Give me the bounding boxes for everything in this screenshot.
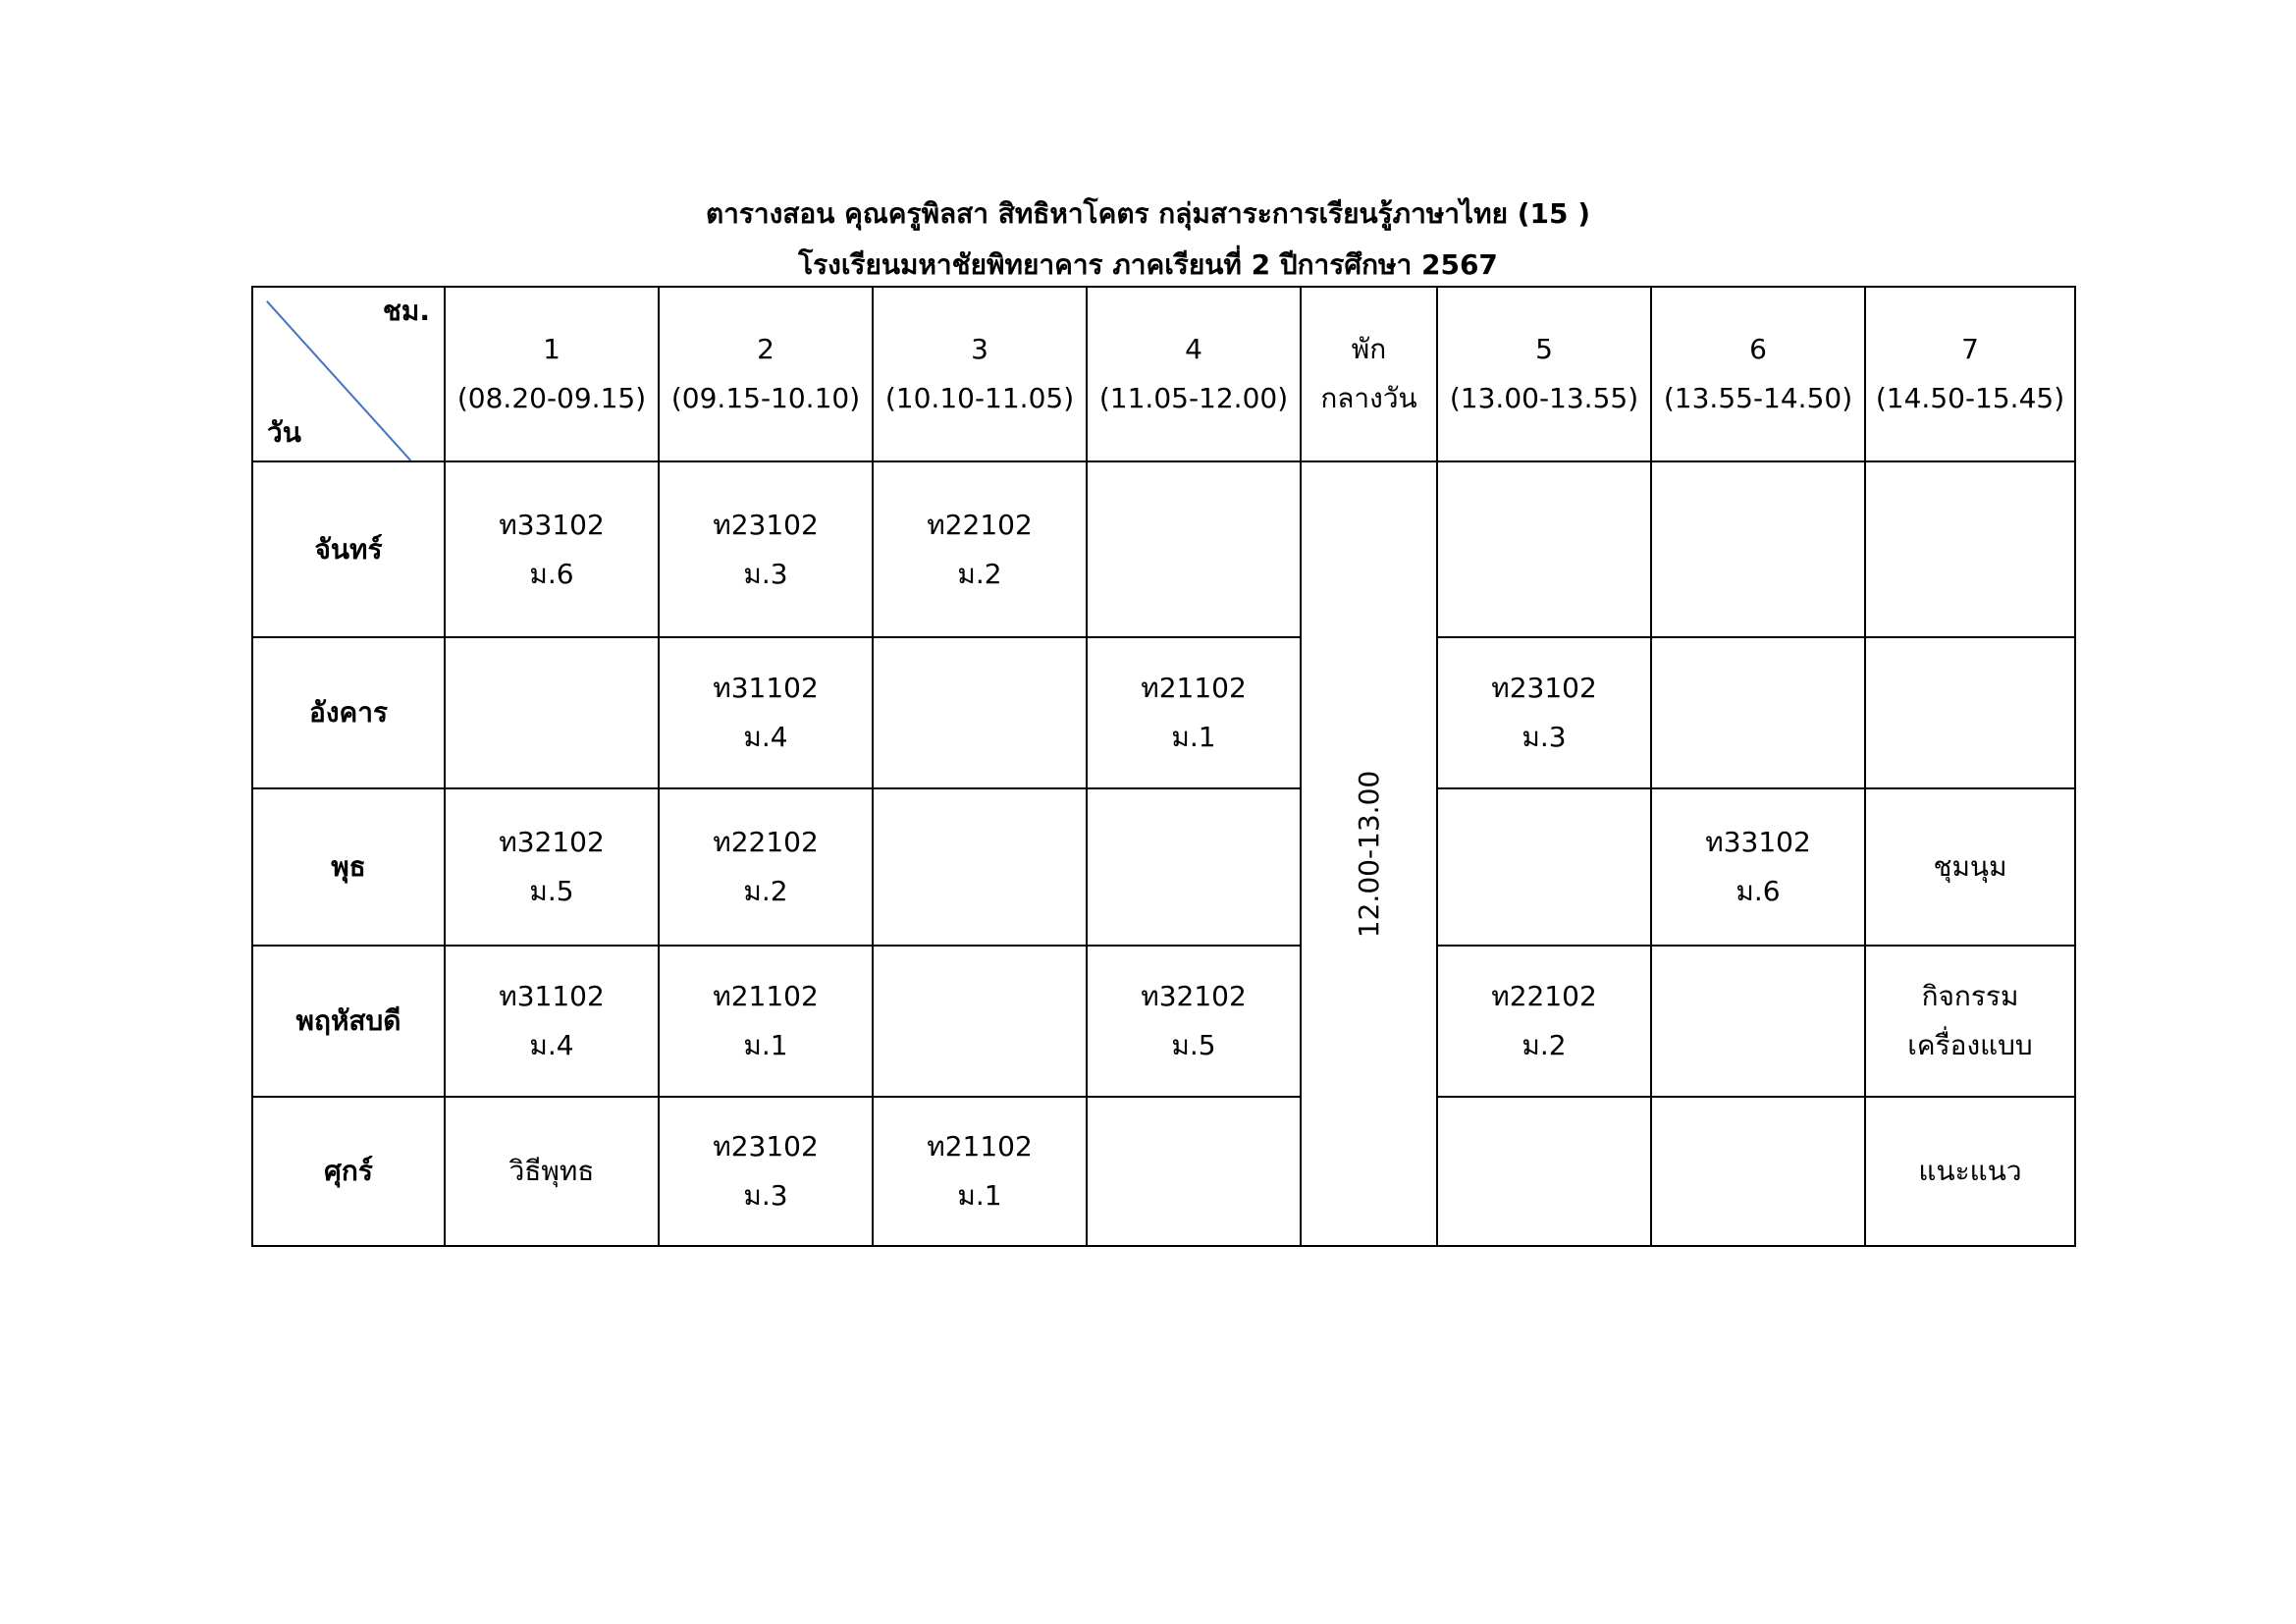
period-time: (09.15-10.10): [670, 382, 861, 414]
subject-code: ท21102: [927, 1129, 1033, 1163]
day-row-friday: [252, 1097, 2075, 1246]
class-cell: [873, 461, 1087, 637]
grade-level: ม.6: [1735, 875, 1781, 907]
day-row-thursday: [252, 946, 2075, 1096]
corner-period-label: ชม.: [382, 295, 430, 327]
day-label: อังคาร: [252, 637, 445, 787]
subject-code: ท32102: [1141, 979, 1247, 1012]
class-cell: [445, 1097, 659, 1246]
period-number: 3: [971, 333, 988, 365]
class-cell: [1865, 461, 2075, 637]
grade-level: ม.6: [529, 557, 574, 590]
lunch-sublabel: กลางวัน: [1320, 382, 1417, 414]
grade-level: ม.1: [957, 1178, 1002, 1212]
period-time: (10.10-11.05): [884, 382, 1075, 414]
period-time: (13.55-14.50): [1663, 382, 1853, 414]
class-cell: [1087, 461, 1301, 637]
subject-code: ท21102: [713, 979, 819, 1012]
grade-level: ม.4: [529, 1028, 574, 1061]
day-row-wednesday: [252, 788, 2075, 946]
subject-code: ท32102: [499, 826, 605, 858]
subject-code: ท23102: [713, 508, 819, 541]
period-number: 6: [1749, 333, 1767, 365]
day-row-monday: [252, 461, 2075, 637]
period-header-7: [1865, 287, 2075, 461]
activity-name: ชุมนุม: [1933, 850, 2007, 883]
class-cell: [873, 788, 1087, 946]
class-cell: [659, 1097, 873, 1246]
grade-level: ม.2: [743, 875, 788, 907]
class-cell: [1087, 1097, 1301, 1246]
day-label: จันทร์: [252, 461, 445, 637]
day-label: พฤหัสบดี: [252, 946, 445, 1096]
class-cell: [1651, 461, 1865, 637]
grade-level: ม.5: [529, 875, 574, 907]
period-header-4: [1087, 287, 1301, 461]
period-number: 2: [757, 333, 774, 365]
class-cell: [1865, 946, 2075, 1096]
title-line-1: ตารางสอน คุณครูพิลสา สิทธิหาโคตร กลุ่มสาระการเรียนรู้ภาษาไทย (15 ): [705, 197, 1591, 230]
lunch-header: [1301, 287, 1437, 461]
class-cell: [873, 946, 1087, 1096]
class-cell: [1437, 946, 1651, 1096]
class-cell: [659, 637, 873, 787]
class-cell: [1087, 637, 1301, 787]
period-number: 1: [543, 333, 561, 365]
class-cell: [873, 1097, 1087, 1246]
class-cell: [445, 788, 659, 946]
subject-code: ท31102: [713, 672, 819, 705]
period-header-1: [445, 287, 659, 461]
class-cell: [1865, 637, 2075, 787]
subject-code: ท21102: [1141, 672, 1247, 705]
activity-name: แนะแนว: [1918, 1154, 2022, 1187]
title-line-2: โรงเรียนมหาชัยพิทยาคาร ภาคเรียนที่ 2 ปีการศึกษา 2567: [798, 248, 1498, 281]
class-cell: [1865, 1097, 2075, 1246]
corner-day-label: วัน: [267, 416, 301, 449]
header-row: [252, 287, 2075, 461]
period-time: (08.20-09.15): [456, 382, 647, 414]
subject-code: ท23102: [713, 1129, 819, 1163]
grade-level: ม.3: [743, 557, 788, 590]
subject-code: ท31102: [499, 979, 605, 1012]
subject-code: ท23102: [1491, 672, 1597, 705]
class-cell: [1865, 788, 2075, 946]
subject-code: ท22102: [1491, 979, 1597, 1012]
class-cell: [1437, 788, 1651, 946]
period-time: (14.50-15.45): [1875, 382, 2065, 414]
class-cell: [445, 637, 659, 787]
lunch-break-cell: [1301, 461, 1437, 1246]
class-cell: [445, 461, 659, 637]
class-cell: [1651, 788, 1865, 946]
subject-code: ท22102: [927, 508, 1033, 541]
class-cell: [1437, 1097, 1651, 1246]
activity-name: วิธีพุทธ: [508, 1154, 595, 1187]
day-label: พุธ: [252, 788, 445, 946]
class-cell: [1437, 461, 1651, 637]
grade-level: ม.3: [1522, 721, 1567, 754]
class-cell: [1437, 637, 1651, 787]
period-header-2: [659, 287, 873, 461]
grade-level: ม.3: [743, 1178, 788, 1212]
period-number: 5: [1535, 333, 1553, 365]
grade-level: ม.2: [957, 557, 1002, 590]
subject-code: ท33102: [1705, 826, 1811, 858]
day-label: ศุกร์: [252, 1097, 445, 1246]
period-header-5: [1437, 287, 1651, 461]
class-cell: [1087, 946, 1301, 1096]
lunch-time: 12.00-13.00: [1352, 770, 1385, 938]
class-cell: [873, 637, 1087, 787]
day-row-tuesday: [252, 637, 2075, 787]
class-cell: [1651, 1097, 1865, 1246]
schedule-table: [251, 286, 2076, 1247]
class-cell: [659, 788, 873, 946]
period-time: (13.00-13.55): [1449, 382, 1639, 414]
subject-code: ท22102: [713, 826, 819, 858]
lunch-label: พัก: [1351, 333, 1387, 365]
period-number: 4: [1185, 333, 1202, 365]
activity-name: กิจกรรม: [1921, 979, 2019, 1012]
corner-cell: [252, 287, 445, 461]
class-cell: [1087, 788, 1301, 946]
grade-level: ม.1: [1171, 721, 1216, 754]
activity-detail: เครื่องแบบ: [1907, 1028, 2033, 1061]
grade-level: ม.4: [743, 721, 788, 754]
grade-level: ม.2: [1522, 1028, 1567, 1061]
grade-level: ม.1: [743, 1028, 788, 1061]
class-cell: [659, 946, 873, 1096]
period-number: 7: [1961, 333, 1979, 365]
period-header-3: [873, 287, 1087, 461]
subject-code: ท33102: [499, 508, 605, 541]
class-cell: [1651, 637, 1865, 787]
period-time: (11.05-12.00): [1098, 382, 1289, 414]
class-cell: [659, 461, 873, 637]
class-cell: [445, 946, 659, 1096]
grade-level: ม.5: [1171, 1028, 1216, 1061]
class-cell: [1651, 946, 1865, 1096]
period-header-6: [1651, 287, 1865, 461]
